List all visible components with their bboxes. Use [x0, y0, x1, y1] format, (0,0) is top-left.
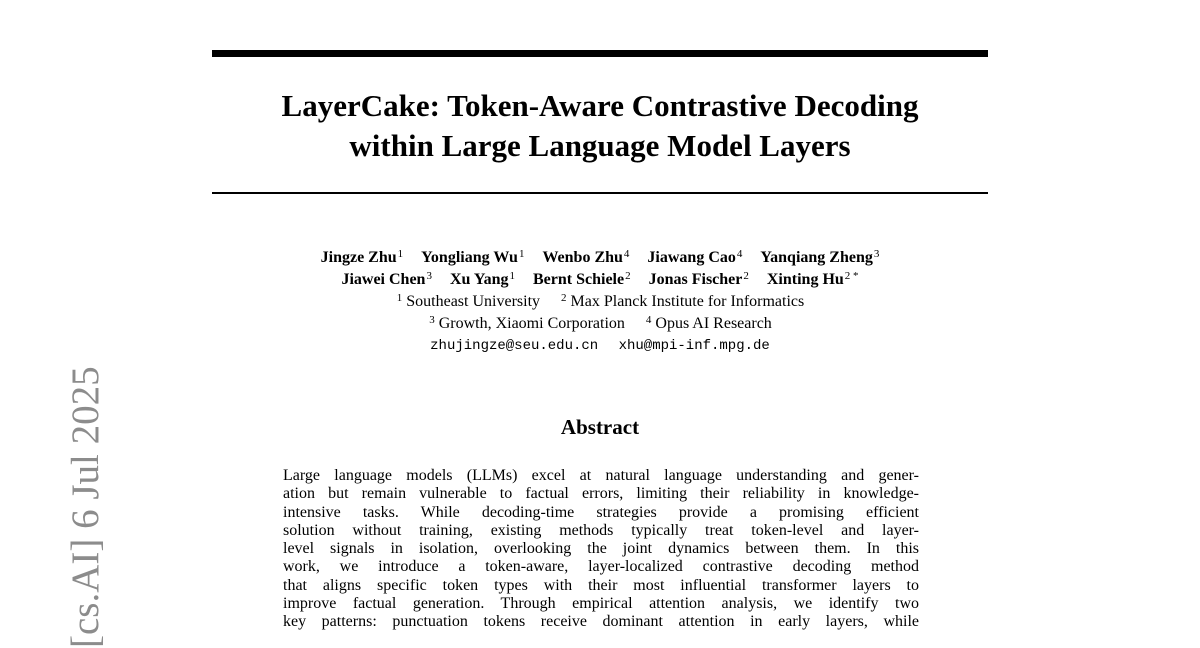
arxiv-side-label-text: [cs.AI] 6 Jul 2025 — [64, 366, 107, 648]
affiliation: $^3$ Growth, Xiaomi Corporation — [429, 314, 625, 332]
author: Yanqiang Zheng$^3$ — [760, 248, 880, 266]
abstract-line: intensive tasks. While decoding-time strategies provide a promising efficient — [283, 503, 919, 521]
author: Jingze Zhu$^1$ — [320, 248, 404, 266]
author: Jonas Fischer$^2$ — [648, 270, 749, 288]
author: Jiawang Cao$^4$ — [647, 248, 743, 266]
affiliation: $^1$ Southeast University — [396, 292, 541, 310]
email: zhujingze@seu.edu.cn — [430, 338, 599, 354]
affiliation: $^2$ Max Planck Institute for Informatics — [561, 292, 805, 310]
paper-title-line: within Large Language Model Layers — [349, 128, 851, 163]
arxiv-side-label — [8, 352, 107, 648]
abstract-line: that aligns specific token types with their most influential transformer layers to — [283, 576, 919, 594]
author-block — [212, 247, 988, 357]
paper-title-line: LayerCake: Token-Aware Contrastive Decoding — [281, 88, 919, 123]
author: Bernt Schiele$^2$ — [533, 270, 631, 288]
abstract-heading: Abstract — [560, 415, 640, 439]
affiliation-row — [212, 313, 988, 335]
author-row — [212, 269, 988, 291]
abstract-line: solution without training, existing methods typically treat token-level and layer- — [283, 521, 919, 539]
affiliation: $^4$ Opus AI Research — [645, 314, 772, 332]
author: Wenbo Zhu$^4$ — [542, 248, 630, 266]
author: Xinting $Hu^{2 *}$ — [766, 270, 859, 288]
abstract-line: ation but remain vulnerable to factual errors, limiting their reliability in knowledge- — [283, 485, 919, 503]
abstract-line: level signals in isolation, overlooking the joint dynamics between them. In this — [283, 540, 919, 558]
paper-title — [212, 86, 988, 166]
author: Xu Yang$^1$ — [449, 270, 515, 288]
title-bottom-rule — [212, 192, 988, 194]
author-row — [212, 247, 988, 269]
author: Jiawei Chen$^3$ — [341, 270, 432, 288]
email-row — [212, 335, 988, 357]
abstract-line: Large language models (LLMs) excel at natural language understanding and gener- — [283, 467, 919, 484]
email: xhu@mpi-inf.mpg.de — [618, 338, 770, 354]
author: Yongliang Wu$^1$ — [421, 248, 525, 266]
abstract-line: key patterns: punctuation tokens receive dominant attention in early layers, while — [283, 613, 919, 631]
abstract-line: improve factual generation. Through empirical attention analysis, we identify two — [283, 595, 919, 613]
affiliation-row — [212, 291, 988, 313]
abstract-body — [283, 467, 919, 632]
abstract-line: work, we introduce a token-aware, layer-localized contrastive decoding method — [283, 558, 919, 576]
title-top-rule — [212, 50, 988, 57]
